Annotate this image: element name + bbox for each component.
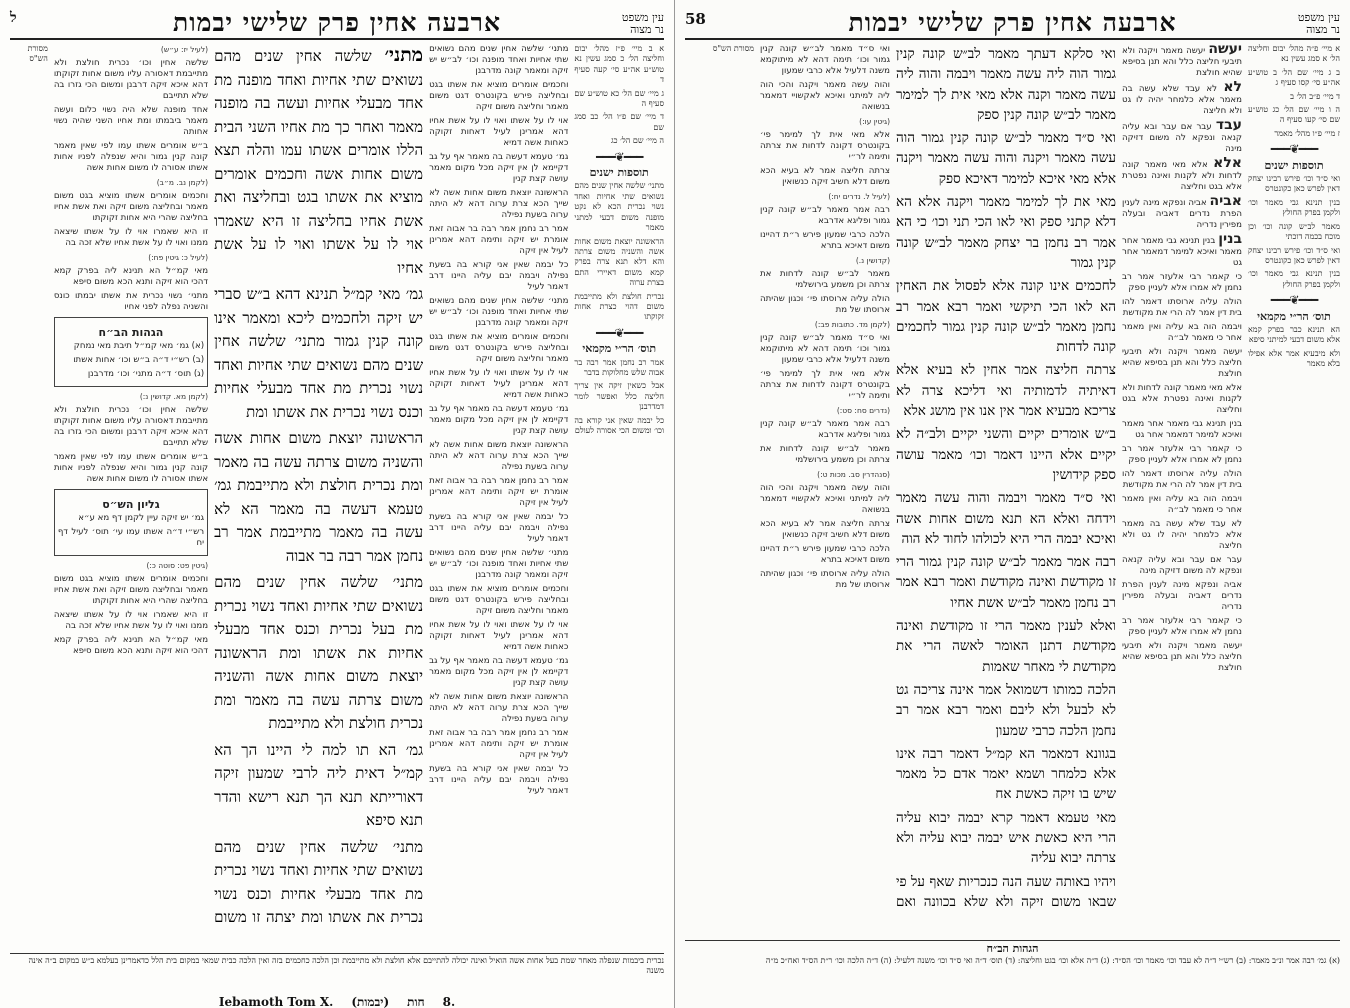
masoret-ref: (לקמן נב. מ״ב)	[156, 178, 209, 187]
tosafot-entry: צרתה חליצה אמר לא בעיא הכא משום דלא חשיב זיקה כנשואין	[760, 166, 890, 187]
tosafot-entry: אמר רב נחמן אמר רבה בר אבוה זאת אומרת יש זיקה ותימה דהא אמרינן לעיל אין זיקה	[429, 476, 569, 508]
ein-mishpat-heading	[622, 12, 664, 36]
rashi-entry: יעשה מאמר ויקנה ולא תיבעי חליצה כלל והא תנן בסיפא שהיא חולצת	[1122, 347, 1242, 379]
gemara-paragraph: בגוונא דמאמר הא קמ״ל דאמר רבה אינו אלא כלמחר ושמא יאמר אדם כל מאמר שיש בו זיקה כאשת אח	[896, 745, 1116, 803]
left-page-body	[10, 44, 664, 924]
dibur-hamatchil: לא	[1223, 79, 1242, 95]
gemara-paragraph: מאי טעמא דאמר קרא יבמה יבוא עליה הרי היא כאשת איש יבמה יבוא עליה ולא צרתה יבוא עליה	[896, 809, 1116, 867]
gilyon-title: גליון הש״ס	[102, 498, 160, 511]
gemara-paragraph: ויהיו באותה שעה הנה כנכריות שאף על פי שבאו משום זיקה ולא שלא בכוונה ואם	[896, 873, 1116, 910]
left-page-footnote	[10, 953, 664, 1000]
ein-mishpat-entry: א ב מיי׳ פ״ז מהל׳ יבום וחליצה הל׳ כ סמג עשין נא טוש״ע אה״ע סי׳ קעה סעיף ד	[574, 44, 664, 85]
ein-mishpat-label: עין משפט	[621, 11, 664, 24]
rashi-entry: עבר אם עבר ובא עליה קנאה ונפקא לה משום דזיקה מינה	[1122, 122, 1242, 154]
rashi-column	[1122, 44, 1242, 914]
gilyon-entry: רש״י ד״ה אשתו עמו עי׳ תוס׳ לעיל דף יח	[57, 527, 205, 548]
rashi-entry: לא עבד שלא עשה בה מאמר אלא כלמחר יהיה לו גט ולא חליצה	[1122, 519, 1242, 551]
footer-daf-number: 8.	[442, 995, 456, 1008]
masoret-ref: (לעיל יז: ע״ש)	[160, 45, 209, 54]
rashi-entry: ויבמה הוה בא עליה ואין מאמר אחר כי מאמר לב״ה	[1122, 322, 1242, 343]
ornament-divider: ━━━❦━━━	[596, 149, 643, 164]
rashi-entry: זו היא שאמרו אוי לו על אשתו שיצאה ממנו ואוי לו על אשת אחיו שלא זכה בה	[53, 227, 209, 248]
rashi-entry: ב״ש אומרים אשתו עמו לפי שאין מאמר קונה קנין גמור והיא שנפלה לפניו אחות אשתו אסורה לו משום אחות אשה	[53, 452, 209, 484]
gemara-paragraph: מתני׳ שלשה אחין שנים מהם נשואים שתי אחיות ואחד נשוי נכרית מת אחד מבעלי אחיות וכנס נשוי נכרית את אשתו ומת יצתה זו משום	[214, 837, 424, 924]
tosafot-entry: כל יבמה שאין אני קורא בה בשעת נפילה ויבמה יבם עליה היינו דרב דאמר לעיל	[429, 512, 569, 544]
tosafot-column	[429, 44, 568, 924]
tosafot-entry: אוי לו על אשתו ואוי לו על אשת אחיו דהא אמרינן לעיל דאחות זקוקה כאחות אשה דמיא	[429, 368, 569, 400]
tosafot-entry: וחכמים אומרים מוציא את אשתו בגט ובחליצה פירש בקונטרס דגט משום מאמר וחליצה משום זיקה	[429, 332, 569, 364]
tosafot-entry: אלא מאי אית לך למימר פי׳ בקונטרס דקונה לדחות את צרתה ותימה לר״י	[760, 130, 890, 162]
tosafot-entry: וחכמים אומרים מוציא את אשתו בגט ובחליצה פירש בקונטרס דגט משום מאמר וחליצה משום זיקה	[429, 584, 569, 616]
page-letter: ל	[10, 10, 17, 26]
gemara-paragraph: הלכה כמותו דשמואל אמר אינה צריכה גט לא לבעל ולא ליבם ואמר רבא אמר רב נחמן הלכה כרבי שמעון	[896, 681, 1116, 739]
tosafot-yeshanim-entry: בנין תנינא גבי מאמר וכו׳ ולקמן בפרק החולץ	[1248, 269, 1340, 289]
tosafot-yeshanim-title: תוספות ישנים	[1264, 158, 1324, 172]
rashi-entry: לא עבד שלא עשה בה מאמר אלא כלמחר יהיה לו גט ולא חליצה	[1122, 84, 1242, 116]
masoret-ref: (גיטין פט: סוטה כ:)	[146, 561, 209, 570]
tosafot-entry: כל יבמה שאין אני קורא בה בשעת נפילה ויבמה יבם עליה היינו דרב דאמר לעיל	[429, 764, 569, 796]
right-page-header	[685, 8, 1340, 40]
rashi-entry: אלא מאי מאמר קונה לדחות ולא לקנות ואינה נפטרת אלא בגט וחליצה	[1122, 160, 1242, 192]
ein-mishpat-column	[1248, 44, 1340, 914]
right-page-body	[685, 44, 1340, 914]
tosafot-entry: וחכמים אומרים מוציא את אשתו בגט ובחליצה פירש בקונטרס דגט משום מאמר וחליצה משום זיקה	[429, 80, 569, 112]
ein-mishpat-entry: ה מיי׳ שם הל׳ כג	[611, 136, 664, 146]
page-title: ארבעה אחין פרק שלישי יבמות	[172, 8, 502, 37]
hagahot-title: הגהות הב״ח	[98, 326, 164, 339]
tosafot-entry: ואי ס״ד מאמר לב״ש קונה קנין גמור וכו׳ תימה דהא לא מיתוקמא משנה דלעיל אלא כרבי שמעון	[760, 44, 890, 76]
tosafot-harid-title: תוס׳ הר״י מקמאי	[1257, 309, 1331, 323]
gemara-paragraph: ואי ס״ד מאמר לב״ש קונה קנין גמור הוה עשה מאמר ויקנה והוה עשה מאמר ויקנה אלא מאי איכא למימר דאיכא ספק	[896, 130, 1116, 187]
footer-daf-hebrew: חות	[407, 995, 425, 1008]
footer-tractate: (יבמות)	[351, 995, 390, 1008]
ein-mishpat-entry: א מיי׳ פ״ה מהל׳ יבום וחליצה הל׳ א סמג עשין נא	[1248, 44, 1340, 64]
right-page-footnote	[685, 940, 1340, 1000]
tosafot-yeshanim-entry: בנין תנינא גבי מאמר וכו׳ ולקמן בפרק החולץ	[1248, 197, 1340, 218]
left-page-footer	[0, 995, 674, 1008]
tosafot-entry: הולה עליה ארוסתו פי׳ וכגון שהיתה ארוסתו של מת	[760, 294, 890, 315]
rashi-entry: מאי קמ״ל הא תנינא ליה בפרק קמא דהכי הוא זיקה ותנא הכא משום סיפא	[53, 266, 209, 287]
gemara-main-text	[896, 44, 1116, 914]
tosafot-harid-title: תוס׳ הר״י מקמאי	[582, 342, 657, 356]
masoret-ref: (נדרים סח: סט:)	[836, 406, 890, 415]
tosafot-entry: הראשונה יוצאת משום אחות אשה לא שייך הכא צרת ערוה דהא לא היתה ערוה בשעת נפילה	[429, 692, 569, 724]
ornament-divider: ━━━❦━━━	[1270, 142, 1318, 157]
gemara-paragraph: ואי סלקא דעתך מאמר לב״ש קונה קנין גמור הוה ליה עשה מאמר ויבמה והוה ליה עשה מאמר וקנה אלא מאי אית לך למימר מאמר לב״ש קונה קנין ספק	[896, 46, 1116, 123]
gilyon-box	[54, 489, 208, 556]
tosafot-entry: אמר רב נחמן אמר רבה בר אבוה זאת אומרת יש זיקה ותימה דהא אמרינן לעיל אין זיקה	[429, 728, 569, 760]
hagahot-entry: (א) גמ׳ מאי קמ״ל תיבת מאי נמחק	[73, 341, 205, 351]
gemara-paragraph: גמ׳ מאי קמ״ל תנינא דהא ב״ש סברי יש זיקה ולחכמים ליכא ומאמר אינו קונה קנין גמור מתני׳ שלשה אחין שנים מהם נשואים שתי אחיות ואחד נשוי נכרית מת אחד מבעלי אחיות וכנס נשוי נכרית את אשתו ומת	[214, 285, 424, 421]
tosafot-entry: והוה עשה מאמר ויקנה והכי הוה ליה למיתני ואיכא לאקשויי דמאמר בנשואה	[760, 483, 890, 515]
tosafot-harid-entry: הא תנינא כבר בפרק קמא אלא משום דבעי למיתני סיפא	[1248, 324, 1340, 345]
masoret-ref: (סנהדרין סב. מכות ט:)	[817, 470, 890, 479]
dibur-hamatchil: יעשה	[1208, 44, 1242, 57]
tosafot-harid-entry: אמר רב נחמן אמר רבה בר אבוה שלש מחלוקות בדבר	[574, 357, 664, 377]
masoret-ref: (לעיל כ: גיטין פח:)	[148, 253, 209, 262]
hagahot-title: הגהות הב״ח	[986, 942, 1039, 955]
ein-mishpat-entry: ה ו מיי׳ שם הל׳ כג טוש״ע שם סי׳ קעו סעיף ה	[1248, 105, 1340, 125]
tosafot-entry: מתני׳ שלשה אחין שנים מהם נשואים שתי אחיות ואחד מופנה וכו׳ לב״ש יש זיקה ומאמר קונה מדרבנן	[429, 548, 569, 580]
ornament-divider: ━━━❦━━━	[596, 325, 643, 340]
gemara-paragraph: לחכמים אינו קונה אלא לפסול את האחין הא לאו הכי תיקשי ואמר רבא אמר רב נחמן מאמר לב״ש קונה קנין גמור לחכמים קונה לדחות	[896, 278, 1116, 356]
tosafot-entry: גמ׳ טעמא דעשה בה מאמר אף על גב דקיימא לן אין זיקה מכל מקום מאמר עושה קצת קנין	[429, 152, 569, 184]
rashi-entry: ויבמה הוה בא עליה ואין מאמר אחר כי מאמר לב״ה	[1122, 494, 1242, 515]
tosafot-entry: רבה אמר מאמר לב״ש קונה קנין גמור ופליגא אדרבא	[760, 419, 890, 440]
tosafot-entry: אלא מאי אית לך למימר פי׳ בקונטרס דקונה לדחות את צרתה ותימה לר״י	[760, 369, 890, 401]
rashi-entry: זו היא שאמרו אוי לו על אשתו שיצאה ממנו ואוי לו על אשת אחיו שלא זכה בה	[53, 610, 209, 631]
ein-mishpat-column	[574, 44, 664, 924]
ein-mishpat-entry: ד מיי׳ פ״ב הל׳ ב	[1290, 91, 1340, 101]
rashi-entry: מתני׳ נשוי נכרית את אשתו יבמתו כונס והשניה נפלה לפני אחיו	[53, 291, 209, 312]
tosafot-entry: הולה עליה ארוסתו פי׳ וכגון שהיתה ארוסתו של מת	[760, 569, 890, 590]
page-number: 58	[685, 10, 706, 28]
rashi-entry: יעשה מאמר ויקנה ולא תיבעי חליצה כלל והא תנן בסיפא שהיא חולצת	[1122, 46, 1242, 78]
gemara-paragraph: שלשה אחין שנים מהם נשואים שתי אחיות ואחד מופנה מת אחד מבעלי אחיות ועשה בה מופנה מאמר ואחר כך מת אחיו השני הבית הללו אומרים אשתו עמו והלה תצא משום אחות אשה וחכמים אומרים מוציא את אשתו בגט ובחליצה ואת אשת אחיו בחליצה זו היא שאמרו אוי לו על אשתו ואוי לו על אשת אחיו	[214, 47, 424, 277]
tosafot-harid-entry: כל יבמה שאין אני קורא בה וכו׳ ומשום הכי אסורה לעולם	[574, 415, 664, 435]
hagahot-entry: (ב) רש״י ד״ה ב״ש וכו׳ אחות אשתו	[73, 355, 205, 365]
tosafot-entry: כל יבמה שאין אני קורא בה בשעת נפילה ויבמה יבם עליה היינו דרב דאמר לעיל	[429, 260, 569, 292]
gemara-paragraph: מאי את לך למימר מאמר ויקנה אלא הא דלא קתני ספק ואי לאו הכי תני וכו׳ כי הא אמר רב נחמן בר יצחק מאמר לב״ש קונה קנין גמור	[896, 194, 1116, 271]
masoret-label: מסורת הש"ס	[27, 44, 48, 64]
dibur-hamatchil: אביה	[1209, 193, 1242, 209]
rashi-entry: אביה ונפקא מינה לענין הפרת נדרים דאביה ובעלה מפירין נדריה	[1122, 580, 1242, 612]
rashi-entry: שלשה אחין וכו׳ נכרית חולצת ולא מתייבמת דאסורה עליו משום אחות זקוקתו דהא איכא זיקה דרבנן ומשום הכי גזרו בה שלא תתייבם	[53, 405, 209, 448]
tosafot-entry: מאמר לב״ש קונה לדחות את צרתה וכן משמע בירושלמי	[760, 444, 890, 465]
ein-mishpat-entry: ז מיי׳ פ״ו מהל׳ מאמר	[1274, 128, 1340, 138]
rashi-entry: כי קאמר רבי אלעזר אמר רב נחמן לא אמרו אלא לעניין ספק	[1122, 272, 1242, 293]
tosafot-yeshanim-entry: הראשונה יוצאת משום אחות אשה והשניה משום צרתה והא דלא תנא צרה בפרק קמא משום דאיירי התם בצרת ערוה	[574, 236, 664, 288]
tosafot-entry: הלכה כרבי שמעון פירש ר״ת דהיינו משום דאיכא בתרא	[760, 544, 890, 565]
tosafot-entry: אוי לו על אשתו ואוי לו על אשת אחיו דהא אמרינן לעיל דאחות זקוקה כאחות אשה דמיא	[429, 116, 569, 148]
tosafot-harid-entry: ולא מיבעיא אמר אלא אפילו בלא מאמר	[1248, 348, 1340, 369]
tosafot-yeshanim-title: תוספות ישנים	[589, 166, 649, 180]
hagahot-entry: (ג) תוס׳ ד״ה מתני׳ וכו׳ מדרבנן	[87, 369, 205, 379]
rashi-entry: וחכמים אומרים אשתו מוציא בגט משום מאמר ובחליצה משום זיקה ואת אשת אחיו בחליצה שהרי היא אחות זקוקתו	[53, 191, 209, 223]
tosafot-entry: אוי לו על אשתו ואוי לו על אשת אחיו דהא אמרינן לעיל דאחות זקוקה כאחות אשה דמיא	[429, 620, 569, 652]
tosafot-yeshanim-entry: מתני׳ שלשה אחין שנים מהם נשואים שתי אחיות ואחד נשוי נכרית הכא לא נקט מופנה משום דבעי למתני מאמר	[574, 181, 664, 233]
gemara-paragraph: רבה אמר מאמר לב״ש קונה קנין גמור הרי זו מקודשת ואינה מקודשת ואמר רבא אמר רב נחמן מאמר לב״ש אשת אחיו	[896, 554, 1116, 611]
footnote-text: נכרית ביבמות שנפלה מאחר שמת בעל אחות אשה הואיל ואינה יכולה להתייבם אלא חולצת ולא מתייבמת וכן הלכה כחכמים בזה ואין הלכה כבית שמאי במקום בית הלל כדאמרינן בעלמא ב״ש במקום ב״ה אינה משנה	[28, 956, 664, 975]
tosafot-entry: רבה אמר מאמר לב״ש קונה קנין גמור ופליגא אדרבא	[760, 205, 890, 226]
tosafot-entry: צרתה חליצה אמר לא בעיא הכא משום דלא חשיב זיקה כנשואין	[760, 519, 890, 540]
rashi-entry: עבר אם עבר ובא עליה קנאה ונפקא לה משום דזיקה מינה	[1122, 555, 1242, 576]
rashi-entry: אחד מופנה שלא היה נשוי כלום ועשה מאמר ביבמתו ומת אחיו השני שהיה נשוי אחותה	[53, 105, 209, 137]
tosafot-entry: הלכה כרבי שמעון פירש ר״ת דהיינו משום דאיכא בתרא	[760, 230, 890, 251]
ein-mishpat-heading	[1298, 12, 1340, 36]
masoret-label: מסורת הש"ס	[712, 44, 754, 53]
rashi-entry: יעשה מאמר ויקנה ולא תיבעי חליצה כלל והא תנן בסיפא שהיא חולצת	[1122, 641, 1242, 673]
ner-mitzvah-label: נר מצוה	[630, 23, 664, 36]
hagahot-box	[54, 317, 208, 387]
tosafot-entry: גמ׳ טעמא דעשה בה מאמר אף על גב דקיימא לן אין זיקה מכל מקום מאמר עושה קצת קנין	[429, 656, 569, 688]
page-title: ארבעה אחין פרק שלישי יבמות	[848, 8, 1177, 37]
gemara-paragraph: הראשונה יוצאת משום אחות אשה והשניה משום צרתה עשה בה מאמר ומת נכרית חולצת ולא מתייבמת גמ׳ טעמא דעשה בה מאמר הא לא עשה בה מאמר מתייבמת אמר רב נחמן אמר רבה בר אבוה	[214, 429, 424, 565]
gemara-main-text	[214, 44, 423, 924]
tosafot-entry: הראשונה יוצאת משום אחות אשה לא שייך הכא צרת ערוה דהא לא היתה ערוה בשעת נפילה	[429, 188, 569, 220]
tosafot-entry: מאמר לב״ש קונה לדחות את צרתה וכן משמע בירושלמי	[760, 269, 890, 290]
rashi-entry: ב״ש אומרים אשתו עמו לפי שאין מאמר קונה קנין גמור והיא שנפלה לפניו אחות אשתו אסורה לו משום אחות אשה	[53, 141, 209, 173]
masoret-ref: (גיטין עו:)	[859, 117, 890, 126]
dibur-hamatchil: עבד	[1215, 117, 1242, 133]
gemara-paragraph: ואי ס״ד מאמר ויבמה והוה עשה מאמר וידחה ואלא הא תנא משום אחות אשה ואיכא יבמה הרי היא לכולהו לחוד לא הוה	[896, 490, 1116, 547]
tosafot-entry: ואי ס״ד מאמר לב״ש קונה קנין גמור וכו׳ תימה דהא לא מיתוקמא משנה דלעיל אלא כרבי שמעון	[760, 333, 890, 365]
footer-english: Iebamoth Tom X.	[218, 995, 334, 1008]
rashi-entry: בנין תנינא גבי מאמר אחר מאמר ואיכא למימר דמאמר אחר גט	[1122, 419, 1242, 440]
ein-mishpat-label: עין משפט	[1297, 11, 1340, 24]
masoret-ref: (לקמן מא. קדושין נ:)	[139, 392, 209, 401]
tosafot-yeshanim-entry: ואי ס״ד וכו׳ פירש רבינו יצחק דאין לפרש כאן כקונטרס	[1248, 174, 1340, 194]
rashi-entry: בנין תנינא גבי מאמר אחר מאמר ואיכא למימר דמאמר אחר גט	[1122, 236, 1242, 268]
gemara-paragraph: ואלא לענין מאמר הרי זו מקודשת ואינה מקודשת דתנן האומר לאשה הרי את מקודשת לי מאחר שאמות	[896, 618, 1116, 675]
right-page	[675, 0, 1350, 1008]
gemara-paragraph: גמ׳ הא תו למה לי היינו הך הא קמ״ל דאית ליה לרבי שמעון זיקה דאורייתא תנא הך תנא רישא והדר תנא סיפא	[214, 740, 424, 829]
tosafot-entry: אמר רב נחמן אמר רבה בר אבוה זאת אומרת יש זיקה ותימה דהא אמרינן לעיל אין זיקה	[429, 224, 569, 256]
tosafot-harid-entry: אבל כשאין זיקה אין צריך חליצה כלל ואפשר לומר דמדרבנן	[574, 381, 664, 412]
masoret-column	[706, 44, 754, 914]
tosafot-yeshanim-entry: ואי ס״ד וכו׳ פירש רבינו יצחק דאין לפרש כאן כקונטרס	[1248, 245, 1340, 265]
rashi-entry: הולה עליה ארוסתו דאמר להו בית דין אמר לה הרי את מקודשת	[1122, 297, 1242, 318]
rashi-entry: מאי קמ״ל הא תנינא ליה בפרק קמא דהכי הוא זיקה ותנא הכא משום סיפא	[53, 635, 209, 656]
rashi-entry: כי קאמר רבי אלעזר אמר רב נחמן לא אמרו אלא לעניין ספק	[1122, 616, 1242, 637]
dibur-hamatchil: בנין	[1218, 231, 1242, 247]
rashi-entry: אביה ונפקא מינה לענין הפרת נדרים דאביה ובעלה מפירין נדריה	[1122, 198, 1242, 230]
tosafot-yeshanim-entry: מאמר לב״ש קונה וכו׳ וכן מוכח בכמה דוכתי	[1248, 221, 1340, 242]
masoret-ref: (לקמן מד. כתובות פב:)	[814, 320, 890, 329]
tosafot-entry: מתני׳ שלשה אחין שנים מהם נשואים שתי אחיות ואחד מופנה וכו׳ לב״ש יש זיקה ומאמר קונה מדרבנן	[429, 44, 569, 76]
rashi-entry: אלא מאי מאמר קונה לדחות ולא לקנות ואינה נפטרת אלא בגט וחליצה	[1122, 383, 1242, 415]
gemara-paragraph: צרתה חליצה אמר אחין לא בעיא אלא דאיתיה לדמותיה ואי דליכא צרה לא צריכא מבעיא אמר אין אנו אין מושג אלא	[896, 362, 1116, 420]
rashi-entry: שלשה אחין וכו׳ נכרית חולצת ולא מתייבמת דאסורה עליו משום אחות זקוקתו דהא איכא זיקה דרבנן ומשום הכי גזרו בה שלא תתייבם	[53, 58, 209, 101]
masoret-column	[10, 44, 48, 924]
ein-mishpat-entry: ב ג מיי׳ שם הל׳ ב טוש״ע אה״ע סי׳ קסו סעיף ג	[1248, 67, 1340, 88]
ein-mishpat-entry: ג מיי׳ שם הל׳ כא טוש״ע שם סעיף ה	[574, 88, 664, 109]
tosafot-column	[760, 44, 890, 914]
footnote-text: (א) גמ׳ רבה אמר ונ״ב מאמר: (ב) רש״י ד״ה לא עבד וכו׳ מאמר וכו׳ הס״ד: (ג) ד״ה אלא וכו׳ בגט וחליצה: (ד) תוס׳ ד״ה ואי ס״ד וכו׳ משנה דלעיל: (ה) ד״ה הלכה וכו׳ ר״ת הס״ד ואח״כ מ״ה	[765, 956, 1340, 965]
masoret-ref: (קדושין נ.)	[855, 256, 890, 265]
ner-mitzvah-label: נר מצוה	[1306, 23, 1340, 36]
rashi-entry: וחכמים אומרים אשתו מוציא בגט משום מאמר ובחליצה משום זיקה ואת אשת אחיו בחליצה שהרי היא אחות זקוקתו	[53, 574, 209, 606]
ein-mishpat-entry: ד מיי׳ שם פ״ו הל׳ כב סמג שם	[574, 112, 664, 132]
gemara-paragraph: מתני׳ שלשה אחין שנים מהם נשואים שתי אחיות ואחד נשוי נכרית מת בעל נכרית וכנס אחד מבעלי אחיות את אשתו ומת הראשונה יוצאת משום אחות אשה והשניה משום צרתה עשה בה מאמר ומת נכרית חולצת ולא מתייבמת	[214, 573, 424, 732]
tosafot-entry: גמ׳ טעמא דעשה בה מאמר אף על גב דקיימא לן אין זיקה מכל מקום מאמר עושה קצת קנין	[429, 404, 569, 436]
gilyon-entry: גמ׳ יש זיקה עיין לקמן דף מא ע״א	[78, 513, 205, 523]
left-page-header	[10, 8, 664, 40]
tosafot-entry: והוה עשה מאמר ויקנה והכי הוה ליה למיתני ואיכא לאקשויי דמאמר בנשואה	[760, 80, 890, 112]
rashi-entry: הולה עליה ארוסתו דאמר להו בית דין אמר לה הרי את מקודשת	[1122, 469, 1242, 490]
gemara-paragraph: ב״ש אומרים יקיים והשני יקיים ולב״ה לא יקיים אלא היינו דאמר וכו׳ מאמר עושה ספק קידושין	[896, 426, 1116, 483]
masoret-ref: (לעיל ל. נדרים יח:)	[828, 192, 890, 201]
dibur-hamatchil: אלא	[1213, 155, 1242, 171]
tosafot-entry: הראשונה יוצאת משום אחות אשה לא שייך הכא צרת ערוה דהא לא היתה ערוה בשעת נפילה	[429, 440, 569, 472]
rashi-entry: כי קאמר רבי אלעזר אמר רב נחמן לא אמרו אלא לעניין ספק	[1122, 444, 1242, 465]
tosafot-yeshanim-entry: נכרית חולצת ולא מתייבמת משום דהוי כצרת אחות זקוקתו	[574, 291, 664, 322]
tosafot-entry: מתני׳ שלשה אחין שנים מהם נשואים שתי אחיות ואחד מופנה וכו׳ לב״ש יש זיקה ומאמר קונה מדרבנן	[429, 296, 569, 328]
ornament-divider: ━━━❦━━━	[1270, 293, 1318, 308]
mishnah-lead-word: מתני׳	[384, 44, 424, 66]
rashi-column	[54, 44, 208, 924]
